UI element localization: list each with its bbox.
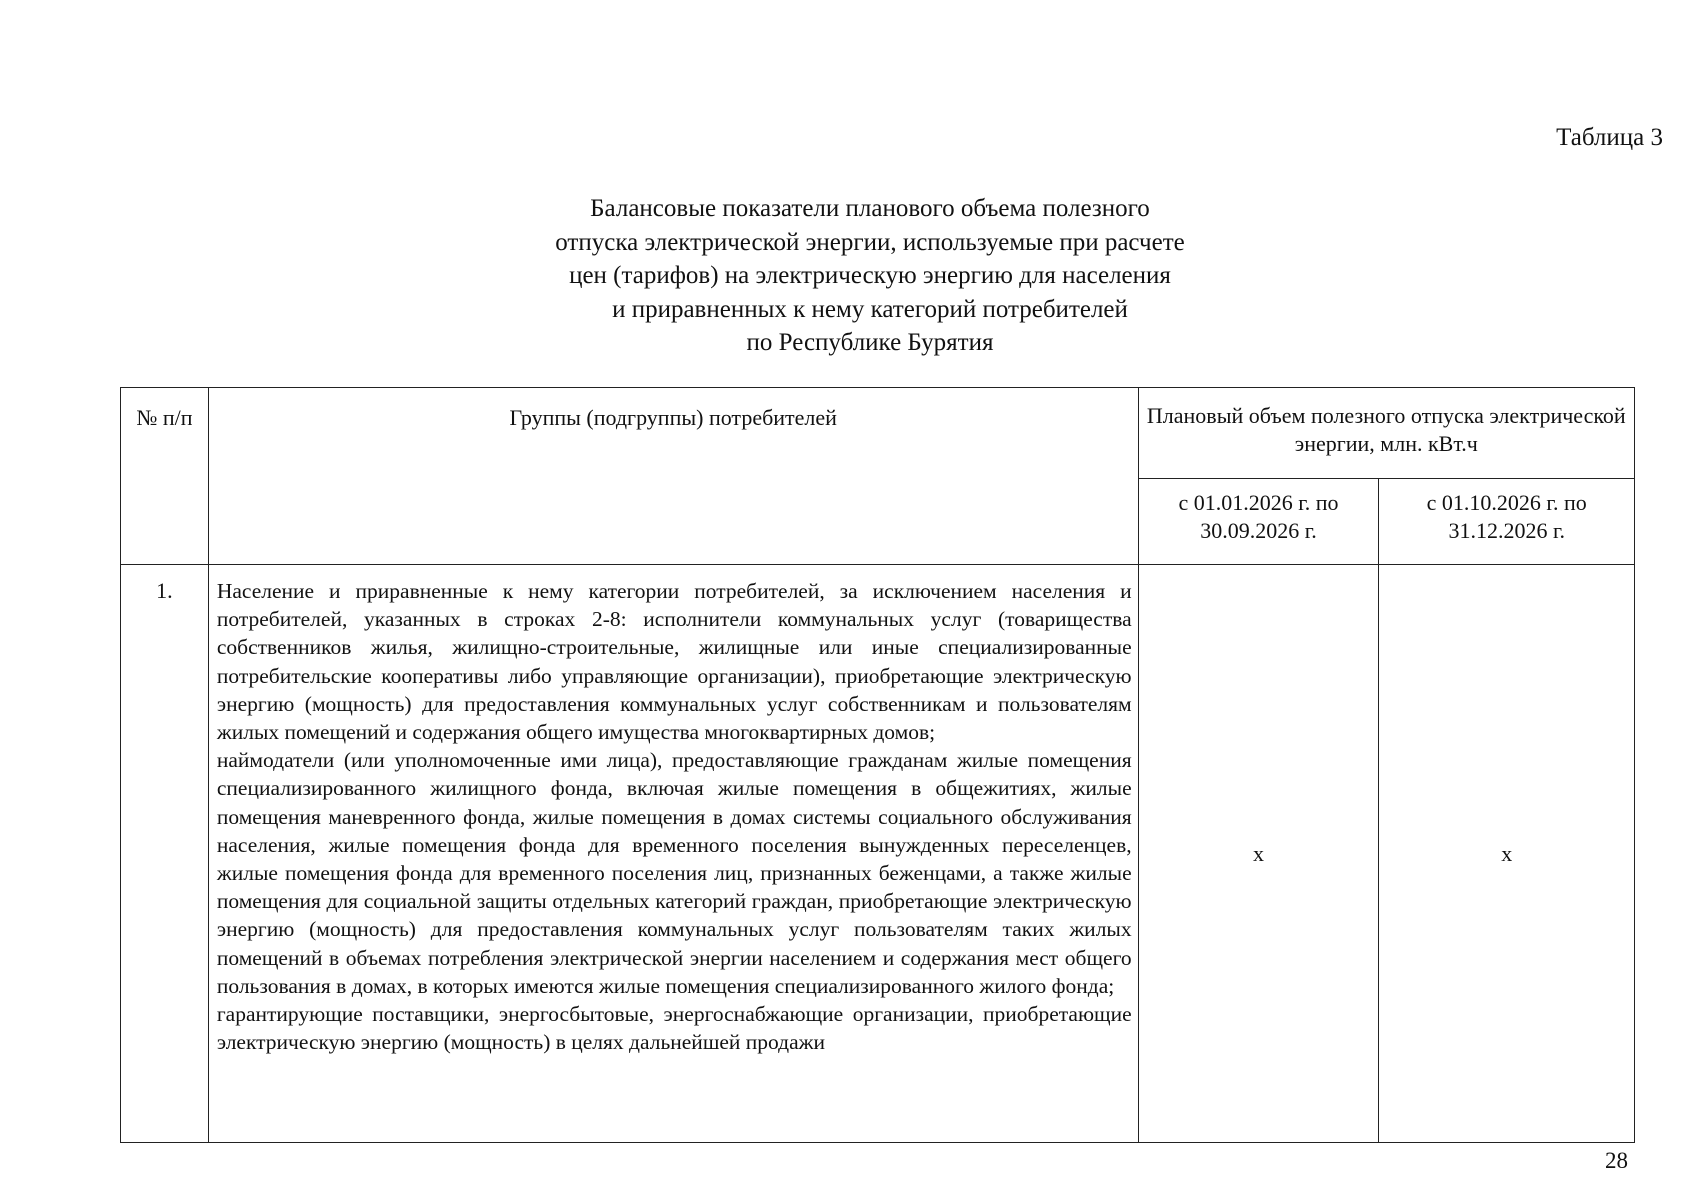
row-paragraph: гарантирующие поставщики, энергосбытовые, энергоснабжающие организации, приобретающие электрическую энергию (мощность) в целях дальнейшей продажи bbox=[216, 1002, 1132, 1055]
header-period-2: с 01.10.2026 г. по 31.12.2026 г. bbox=[1379, 478, 1635, 564]
table-label: Таблица 3 bbox=[1556, 124, 1663, 151]
row-value-period-2: x bbox=[1379, 565, 1635, 1143]
header-num: № п/п bbox=[121, 388, 209, 565]
title-line: отпуска электрической энергии, используемые при расчете bbox=[555, 228, 1185, 256]
header-groups: Группы (подгруппы) потребителей bbox=[208, 388, 1138, 565]
title-line: по Республике Бурятия bbox=[746, 329, 994, 356]
title-line: Балансовые показатели планового объема полезного bbox=[590, 195, 1150, 222]
header-period-1: с 01.01.2026 г. по 30.09.2026 г. bbox=[1138, 478, 1379, 564]
header-plan-volume: Плановый объем полезного отпуска электрической энергии, млн. кВт.ч bbox=[1138, 388, 1634, 479]
row-paragraph: наймодатели (или уполномоченные ими лица), предоставляющие гражданам жилые помещения специализированного жилищного фонда, включая жилые помещения в общежитиях, жилые помещения маневренного фонда, жилые помещения в домах системы социального обслуживания населения, жилые помещения фонда для временного поселения вынужденных переселенцев, жилые помещения фонда для временного поселения лиц, признанных беженцами, а также жилые помещения для социальной защиты отдельных категорий граждан, приобретающие электрическую энергию (мощность) для предоставления коммунальных услуг пользователям таких жилых помещений в объемах потребления электрической энергии населением и содержания мест общего пользования в домах, в которых имеются жилые помещения специализированного жилого фонда; bbox=[216, 748, 1132, 998]
balance-table bbox=[120, 387, 1635, 1143]
table-row bbox=[121, 565, 1635, 1143]
row-description bbox=[208, 565, 1138, 1143]
header-row bbox=[121, 388, 1635, 479]
page-number: 28 bbox=[1605, 1148, 1628, 1173]
document-title bbox=[470, 192, 1270, 360]
title-line: цен (тарифов) на электрическую энергию для населения bbox=[569, 262, 1171, 289]
title-line: и приравненных к нему категорий потребителей bbox=[612, 295, 1128, 323]
row-paragraph: Население и приравненные к нему категории потребителей, за исключением населения и потребителей, указанных в строках 2-8: исполнители коммунальных услуг (товарищества собственников жилья, жилищно-строительные, жилищные или иные специализированные потребительские кооперативы либо управляющие организации), приобретающие электрическую энергию (мощность) для предоставления коммунальных услуг собственникам и пользователям жилых помещений и содержания общего имущества многоквартирных домов; bbox=[216, 579, 1132, 745]
row-value-period-1: x bbox=[1138, 565, 1379, 1143]
row-number: 1. bbox=[121, 565, 209, 1143]
